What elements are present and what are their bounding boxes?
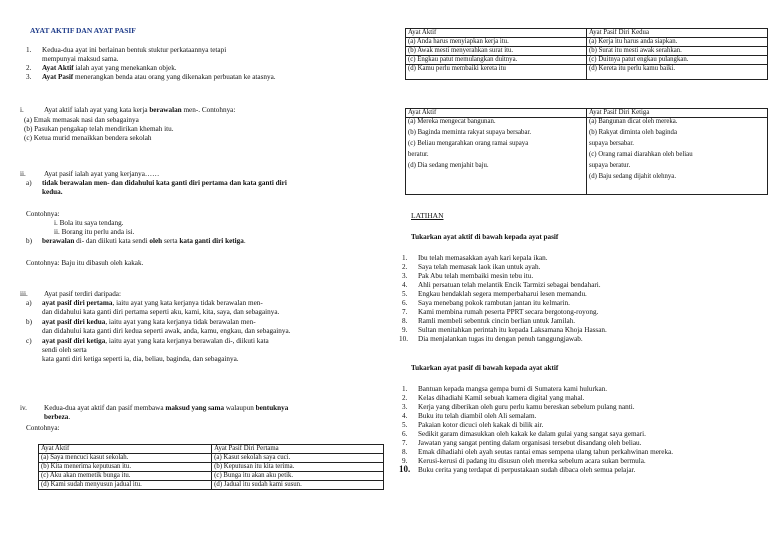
section-ii-a-line2: kedua. (42, 188, 63, 196)
section-ii-ex1: i. Bola itu saya tendang. (54, 219, 124, 227)
cell-line: (c) Orang ramai diarahkan oleh beliau (589, 151, 693, 158)
list-item: Saya telah memasak laok ikan untuk ayah. (418, 263, 541, 271)
list-item: Dia menjalankan tugas itu dengan penuh tanggungjawab. (418, 335, 583, 343)
table-cell: (d) Kamu perlu membaiki kereta itu (406, 65, 587, 80)
list-item: Pakaian kotor dicuci oleh kakak di bilik air. (418, 421, 544, 429)
list-item: 7. (402, 308, 408, 316)
section-iii-text: Ayat pasif terdiri daripada: (44, 290, 121, 298)
table-header: Ayat Pasif Diri Kedua (587, 29, 768, 38)
section-iv-num: iv. (20, 404, 27, 412)
section-iii-num: iii. (20, 290, 28, 298)
section-iii-a-l2: dan didahului kata ganti diri pertama seperti aku, kami, kita, saya, dan sebagainya. (42, 308, 280, 316)
section-i-example-c: (c) Ketua murid menaikkan bendera sekolah (24, 134, 152, 142)
table-cell: (d) Kami sudah menyusun jadual itu. (39, 481, 212, 490)
section-iii-c-l2: sendi oleh serta (42, 346, 87, 354)
cell-line: supaya beratur. (589, 162, 631, 169)
table-row (39, 454, 384, 463)
table-header-row (39, 445, 384, 454)
list-item: Emak dihadiahi oleh ayah seutas rantai emas sempena ulang tahun perkahwinan mereka. (418, 448, 674, 456)
section-ii-text: Ayat pasif ialah ayat yang kerjanya…… (44, 170, 160, 178)
cell-line: (d) Dia sedang menjahit baju. (408, 162, 489, 169)
table-row (39, 463, 384, 472)
cell-line: (d) Baju sedang dijahit olehnya. (589, 173, 677, 180)
list-item: Kelas dihadiahi Kamil sebuah kamera digital yang mahal. (418, 394, 585, 402)
list-item: 10. (399, 464, 411, 474)
table-header-row (406, 29, 768, 38)
section-iv-text: Kedua-dua ayat aktif dan pasif membawa maksud yang sama walaupun bentuknya (44, 404, 289, 412)
list-item: 6. (402, 430, 408, 438)
table-row (39, 472, 384, 481)
section-iii-a-num: a) (26, 299, 32, 307)
section-iv-text2: berbeza. (44, 413, 71, 421)
table-header: Ayat Aktif (39, 445, 212, 454)
list-item: 2. (402, 394, 408, 402)
table-row (406, 65, 768, 80)
intro-num-2: 2. (26, 64, 32, 72)
cell-line: (b) Rakyat diminta oleh baginda (589, 129, 677, 136)
table-row (39, 481, 384, 490)
intro-num-3: 3. (26, 73, 32, 81)
section-ii-contoh2: Contohnya: Baju itu dibasuh oleh kakak. (26, 259, 144, 267)
cell-line: (b) Baginda meminta rakyat supaya bersabar. (408, 129, 532, 136)
list-item: 4. (402, 281, 408, 289)
table-row (406, 47, 768, 56)
intro-text-3: Ayat Pasif menerangkan benda atau orang yang dikenakan perbuatan ke atasnya. (42, 73, 276, 81)
table-header: Ayat Aktif (406, 29, 587, 38)
section-iii-c-l3: kata ganti diri ketiga seperti ia, dia, beliau, baginda, dan sebagainya. (42, 355, 239, 363)
table-header: Ayat Aktif (406, 109, 587, 118)
table-cell: (b) Kita menerima keputusan itu. (39, 463, 212, 472)
table-cell: (a) Kerja itu harus anda siapkan. (587, 38, 768, 47)
list-item: 3. (402, 272, 408, 280)
right-page (384, 0, 768, 543)
intro-text-1b: mempunyai maksud sama. (42, 55, 119, 63)
table-cell: (c) Aku akan memetik bunga itu. (39, 472, 212, 481)
list-item: 8. (402, 317, 408, 325)
table-row (406, 118, 768, 195)
table-row (406, 56, 768, 65)
list-item: Kerja yang diberikan oleh guru perlu kamu bereskan sebelum pulang nanti. (418, 403, 635, 411)
list-item: 1. (402, 385, 408, 393)
list-item: 3. (402, 403, 408, 411)
table-cell: (a) Anda harus menyiapkan kerja itu. (406, 38, 587, 47)
section-iii-b-l2: dan didahului kata ganti diri kedua seperti awak, anda, kamu, engkau, dan sebagainya. (42, 327, 291, 335)
list-item: Ibu telah memasakkan ayah kari kepala ikan. (418, 254, 548, 262)
table-cell: (a) Saya mencuci kasut sekolah. (39, 454, 212, 463)
cell-line: supaya bersabar. (589, 140, 634, 147)
section-iii-b-num: b) (26, 318, 32, 326)
list-item: Jawatan yang sangat penting dalam organisasi tersebut disandang oleh beliau. (418, 439, 642, 447)
list-item: 9. (402, 326, 408, 334)
table-cell: (c) Engkau patut memulangkan duitnya. (406, 56, 587, 65)
table-cell: (b) Surat itu mesti awak serahkan. (587, 47, 768, 56)
list-item: Ramli membeli sebentuk cincin berlian untuk Jamilah. (418, 317, 576, 325)
list-item: Ahli persatuan telah melantik Encik Tarmizi sebagai bendahari. (418, 281, 601, 289)
list-item: 5. (402, 290, 408, 298)
list-item: 7. (402, 439, 408, 447)
list-item: Buku itu telah diambil oleh Ali semalam. (418, 412, 537, 420)
latihan-instruction-2: Tukarkan ayat pasif di bawah kepada ayat aktif (411, 364, 559, 372)
list-item: 8. (402, 448, 408, 456)
list-item: Engkau hendaklah segera memperbaharui lesen memandu. (418, 290, 587, 298)
latihan-heading: LATIHAN (411, 211, 444, 220)
table-cell: (b) Keputusan itu kita terima. (212, 463, 384, 472)
section-i-example-b: (b) Pasukan pengakap telah mendirikan khemah itu. (24, 125, 174, 133)
table-cell-left (406, 118, 587, 195)
latihan-instruction-1: Tukarkan ayat aktif di bawah kepada ayat pasif (411, 233, 559, 241)
list-item: Pak Abu telah membaiki mesin tebu itu. (418, 272, 534, 280)
section-ii-a-line1: tidak berawalan men- dan didahului kata ganti diri pertama dan kata ganti diri (42, 179, 287, 187)
table-cell: (b) Awak mesti menyerahkan surat itu. (406, 47, 587, 56)
list-item: Buku cerita yang terdapat di perpustakaan sudah dibaca oleh semua pelajar. (418, 466, 636, 474)
table-cell: (a) Kasut sekolah saya cuci. (212, 454, 384, 463)
list-item: 9. (402, 457, 408, 465)
list-item: 6. (402, 299, 408, 307)
table-row (406, 38, 768, 47)
section-ii-num: ii. (20, 170, 26, 178)
section-iv-contoh: Contohnya: (26, 424, 60, 432)
list-item: 2. (402, 263, 408, 271)
section-ii-contoh: Contohnya: (26, 210, 60, 218)
list-item: Kami membina rumah peserta PPRT secara bergotong-royong. (418, 308, 599, 316)
table-header: Ayat Pasif Diri Ketiga (587, 109, 768, 118)
table-pasif-diri-pertama (38, 444, 384, 490)
list-item: Sultan menitahkan perintah itu kepada Laksamana Khoja Hassan. (418, 326, 607, 334)
section-i-example-a: (a) Emak memasak nasi dan sebagainya (24, 116, 139, 124)
list-item: Bantuan kepada mangsa gempa bumi di Sumatera kami hulurkan. (418, 385, 608, 393)
table-pasif-diri-ketiga (405, 108, 768, 195)
intro-num-1: 1. (26, 46, 32, 54)
section-i-text: Ayat aktif ialah ayat yang kata kerja berawalan men-. Contohnya: (44, 106, 236, 114)
section-iii-c-l1: ayat pasif diri ketiga, iaitu ayat yang kata kerjanya berawalan di-, diikuti kata (42, 337, 269, 345)
section-iii-a-l1: ayat pasif diri pertama, iaitu ayat yang kata kerjanya tidak berawalan men- (42, 299, 263, 307)
section-ii-a-num: a) (26, 179, 32, 187)
list-item: 1. (402, 254, 408, 262)
list-item: Kerusi-kerusi di padang itu disusun oleh mereka sebelum acara sukan bermula. (418, 457, 646, 465)
table-pasif-diri-kedua (405, 28, 768, 80)
intro-text-2: Ayat Aktif ialah ayat yang menekankan objek. (42, 64, 177, 72)
table-cell: (c) Duitnya patut engkau pulangkan. (587, 56, 768, 65)
section-i-num: i. (20, 106, 24, 114)
document-title: AYAT AKTIF DAN AYAT PASIF (30, 26, 136, 35)
list-item: Saya menebang pokok rambutan jantan itu kelmarin. (418, 299, 570, 307)
section-iii-c-num: c) (26, 337, 32, 345)
list-item: 4. (402, 412, 408, 420)
list-item: 5. (402, 421, 408, 429)
cell-line: (a) Bangunan dicat oleh mereka. (589, 118, 678, 125)
cell-line: beratur. (408, 151, 429, 158)
list-item: 10. (399, 335, 408, 343)
section-iii-b-l1: ayat pasif diri kedua, iaitu ayat yang kata kerjanya tidak berawalan men- (42, 318, 256, 326)
section-ii-b-text: berawalan di- dan diikuti kata sendi oleh serta kata ganti diri ketiga. (42, 237, 246, 245)
cell-line: (c) Beliau mengarahkan orang ramai supaya (408, 140, 529, 147)
list-item: Sedikit garam dimasukkan oleh kakak ke dalam gulai yang sangat sayа gemari. (418, 430, 646, 438)
intro-text-1: Kedua-dua ayat ini berlainan bentuk stuktur perkataannya tetapi (42, 46, 227, 54)
table-header: Ayat Pasif Diri Pertama (212, 445, 384, 454)
table-header-row (406, 109, 768, 118)
section-ii-ex2: ii. Borang itu perlu anda isi. (54, 228, 135, 236)
table-cell: (d) Kereta itu perlu kamu baiki. (587, 65, 768, 80)
cell-line: (a) Mereka mengecat bangunan. (408, 118, 496, 125)
section-ii-b-num: b) (26, 237, 32, 245)
table-cell: (d) Jadual itu sudah kami susun. (212, 481, 384, 490)
table-cell-right (587, 118, 768, 195)
table-cell: (c) Bunga itu akan aku petik. (212, 472, 384, 481)
